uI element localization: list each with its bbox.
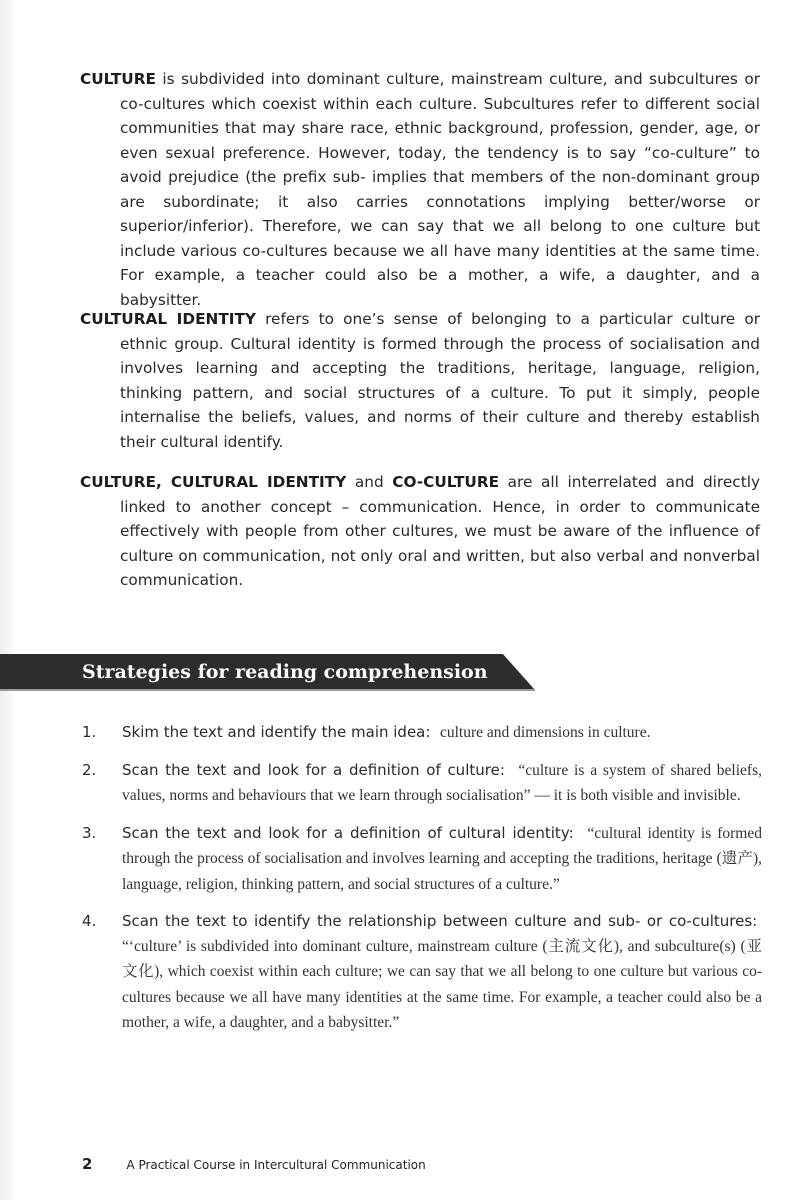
definition-text: are all interrelated and directly linked to another concept – communication. Hence, in order to communicate effectively with people from other cultures, we must be aware of the influence of culture on communication, not only oral and written, but also verbal and nonverbal communication. — [120, 473, 761, 589]
item-number: 2. — [82, 760, 97, 779]
list-item — [82, 821, 762, 898]
definition-text: refers to one’s sense of belonging to a particular culture or ethnic group. Cultural identity is formed through the process of socialisation and involves learning and accepting the traditions, heritage, language, religion, thinking pattern, and social structures of a culture. To put it simply, people internalise the beliefs, values, and norms of their culture and thereby establish their cultural identify. — [120, 310, 760, 451]
item-number: 3. — [82, 823, 97, 842]
list-item — [82, 909, 762, 1036]
definition-paragraph — [80, 67, 760, 312]
definition-paragraph — [80, 470, 760, 593]
section-title: Strategies for reading comprehension — [82, 661, 488, 683]
list-item — [82, 720, 762, 746]
item-quote: “‘culture’ is subdivided into dominant culture, mainstream culture (主流文化), and subculture(s) (亚文化), which coexist within each culture; we can say that we all belong to one culture but various co-cultures because we all have many identities at the same time. For example, a teacher could also be a mother, a wife, a daughter, and a babysitter.” — [122, 937, 762, 1031]
definition-text: is subdivided into dominant culture, mainstream culture, and subcultures or co-cultures which coexist within each culture. Subcultures refer to different social communities that may share race, ethnic background, profession, gender, age, or even sexual preference. However, today, the tendency is to say “co-culture” to avoid prejudice (the prefix sub- implies that members of the non-dominant group are subordinate; it also carries connotations implying better/worse or superior/inferior). Therefore, we can say that we all belong to one culture but include various co-cultures because we all have many identities at the same time. For example, a teacher could also be a mother, a wife, a daughter, and a babysitter. — [120, 70, 760, 309]
definition-term: CULTURE, CULTURAL IDENTITY — [80, 473, 347, 491]
item-number: 1. — [82, 723, 97, 741]
item-lead: Skim the text and identify the main idea: — [122, 723, 431, 741]
definition-co-culture — [80, 470, 760, 593]
definition-paragraph — [80, 307, 760, 454]
definition-term: CULTURE — [80, 70, 156, 88]
item-number: 4. — [82, 912, 97, 930]
section-banner-underline — [0, 689, 535, 691]
definition-connector: and — [346, 473, 393, 491]
page-edge-shadow — [0, 0, 18, 1200]
book-title: A Practical Course in Intercultural Communication — [126, 1158, 426, 1172]
item-lead: Scan the text and look for a definition of culture: — [122, 760, 505, 779]
definition-culture — [80, 67, 760, 312]
item-quote: “culture is a system of shared beliefs, values, norms and behaviours that we learn through socialisation” — it is both visible and invisible. — [122, 761, 762, 804]
list-item — [82, 758, 762, 809]
strategies-list — [82, 720, 762, 1048]
item-lead: Scan the text to identify the relationship between culture and sub- or co-cultures: — [122, 912, 758, 930]
definition-cultural-identity — [80, 307, 760, 454]
page-number: 2 — [82, 1155, 93, 1173]
definition-term: CULTURAL IDENTITY — [80, 310, 256, 328]
item-lead: Scan the text and look for a definition of cultural identity: — [122, 823, 574, 842]
page-footer — [82, 1154, 426, 1175]
definition-term-2: CO-CULTURE — [392, 473, 500, 491]
item-quote: “cultural identity is formed through the process of socialisation and involves learning and accepting the traditions, heritage (遗产), language, religion, thinking pattern, and social structures of a culture.” — [122, 824, 762, 893]
item-quote: culture and dimensions in culture. — [439, 724, 651, 741]
